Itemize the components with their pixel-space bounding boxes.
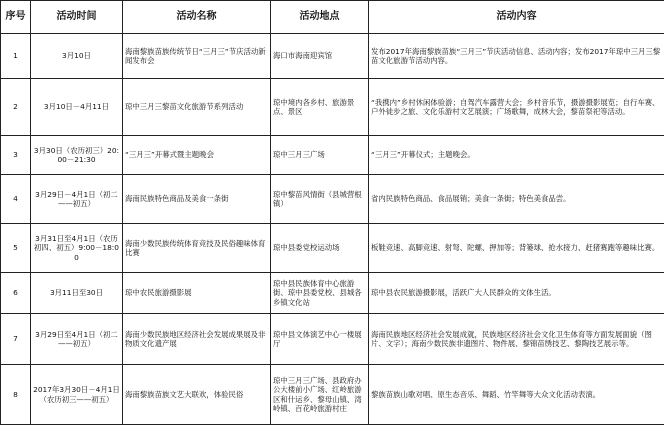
cell-place: 琼中黎苗风情街（县城营根镇） bbox=[271, 175, 369, 224]
table-row bbox=[1, 79, 664, 136]
cell-place: 琼中境内各乡村、旅游景点、景区 bbox=[271, 79, 369, 136]
cell-no: 7 bbox=[1, 314, 31, 365]
cell-place: 琼中县委党校运动场 bbox=[271, 224, 369, 273]
cell-time: 3月10日 bbox=[31, 34, 123, 79]
cell-time: 2017年3月30日－4月1日（农历初三——初五） bbox=[31, 365, 123, 425]
cell-time: 3月30日（农历初三）20:00－21:30 bbox=[31, 136, 123, 175]
table-row bbox=[1, 314, 664, 365]
cell-name: 海南少数民族传统体育竞技及民俗趣味体育比赛 bbox=[123, 224, 271, 273]
table-row bbox=[1, 365, 664, 425]
cell-no: 8 bbox=[1, 365, 31, 425]
cell-content: “三月三”开幕仪式；主题晚会。 bbox=[369, 136, 664, 175]
cell-place: 琼中县文体演艺中心一楼展厅 bbox=[271, 314, 369, 365]
cell-name: 海南黎族苗族传统节日“三月三”节庆活动新闻发布会 bbox=[123, 34, 271, 79]
cell-name: “三月三”开幕式暨主题晚会 bbox=[123, 136, 271, 175]
cell-content: 发布2017年海南黎族苗族“三月三”节庆活动信息、活动内容；发布2017年琼中三月三黎苗文化旅游节活动内容。 bbox=[369, 34, 664, 79]
cell-name: 琼中三月三黎苗文化旅游节系列活动 bbox=[123, 79, 271, 136]
cell-content: “我携内”乡村休闲体验游；自驾汽车露营大会；乡村音乐节，摄游摄影展览；自行车赛、户外徒步之旅、文化乐游村文艺展演；广场歌舞，成林大会，黎苗祭祀等活动。 bbox=[369, 79, 664, 136]
header-time: 活动时间 bbox=[31, 1, 123, 34]
cell-no: 3 bbox=[1, 136, 31, 175]
table-row bbox=[1, 136, 664, 175]
cell-place: 琼中三月三广场、县政府办公大楼前小广场、红岭旅游区和什运乡、黎母山镇、湾岭镇、百花岭旅游村庄 bbox=[271, 365, 369, 425]
cell-time: 3月10日－4月11日 bbox=[31, 79, 123, 136]
cell-no: 2 bbox=[1, 79, 31, 136]
cell-content: 海南民族地区经济社会发展成就，民族地区经济社会文化卫生体育等方面发展面貌（图片、文字）；海南少数民族非遗图片、物件展、黎锦苗绣技艺、黎陶技艺展示等。 bbox=[369, 314, 664, 365]
cell-no: 6 bbox=[1, 273, 31, 314]
table-header-row bbox=[1, 1, 664, 34]
cell-place: 琼中三月三广场 bbox=[271, 136, 369, 175]
cell-name: 海南民族特色商品及美食一条街 bbox=[123, 175, 271, 224]
cell-time: 3月29日至4月1日（初二——初五） bbox=[31, 314, 123, 365]
cell-time: 3月31日至4月1日（农历初四、初五）9:00－18:00 bbox=[31, 224, 123, 273]
cell-no: 5 bbox=[1, 224, 31, 273]
header-no: 序号 bbox=[1, 1, 31, 34]
cell-content: 黎族苗族山歌对唱、原生态音乐、舞蹈、竹竿舞等大众文化活动表演。 bbox=[369, 365, 664, 425]
table-row bbox=[1, 34, 664, 79]
cell-content: 板鞋竞速、高脚竞速、射弩、陀螺、押加等；背篓球、抢水接力、赶猪赛跑等趣味比赛。 bbox=[369, 224, 664, 273]
cell-content: 琼中县农民旅游摄影展，活跃广大人民群众的文体生活。 bbox=[369, 273, 664, 314]
table-row bbox=[1, 273, 664, 314]
header-content: 活动内容 bbox=[369, 1, 664, 34]
cell-time: 3月29日－4月1日（初二——初五） bbox=[31, 175, 123, 224]
header-name: 活动名称 bbox=[123, 1, 271, 34]
cell-time: 3月11日至30日 bbox=[31, 273, 123, 314]
cell-place: 琼中县民族体育中心旅游街、琼中县委党校、县城各乡镇文化站 bbox=[271, 273, 369, 314]
cell-no: 4 bbox=[1, 175, 31, 224]
cell-content: 省内民族特色商品、食品展销；美食一条街；特色美食品尝。 bbox=[369, 175, 664, 224]
table-row bbox=[1, 175, 664, 224]
cell-name: 海南黎族苗族文艺大联欢，体验民俗 bbox=[123, 365, 271, 425]
cell-place: 海口市海南迎宾馆 bbox=[271, 34, 369, 79]
table-row bbox=[1, 224, 664, 273]
cell-no: 1 bbox=[1, 34, 31, 79]
header-place: 活动地点 bbox=[271, 1, 369, 34]
cell-name: 琼中农民旅游摄影展 bbox=[123, 273, 271, 314]
cell-name: 海南少数民族地区经济社会发展成果展及非物质文化遗产展 bbox=[123, 314, 271, 365]
